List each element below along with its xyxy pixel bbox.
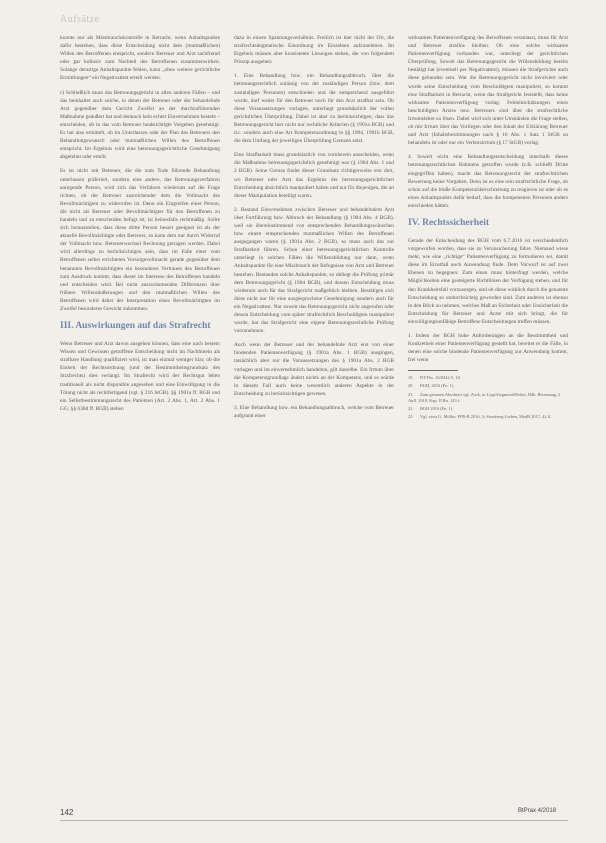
page-number: 142 xyxy=(60,808,74,817)
article-body xyxy=(60,34,568,794)
paragraph: 1. Eine Behandlung bzw. ein Behandlungsabbruch, über die betreuungsrechtlich zulässig von der zuständigen Person (bzw. dem zuständigen Personen) entschieden und die entsprechend ausgeführt wurde, darf weder für den Betreuer noch für den Arzt strafbar sein. Ob diese Voraussetzungen vorlagen, unterliegt grundsätzlich der vollen gerichtlichen Überprüfung. Dabei ist aber zu berücksichtigen, dass das Betreuungsgericht hier nicht nur rechtliche Kriterien (§ 1901a BGB) und d.c. sondern auch eine Art Kompetenzordnung in §§ 1904, 1901b BGB, die dem Umfang der jeweiligen Überprüfung Grenzen setzt. xyxy=(234,73,394,145)
footnotes xyxy=(408,375,568,421)
footnote: 20 BGH, 2016 (Fn. 1). xyxy=(408,383,455,389)
column-2 xyxy=(234,34,394,794)
paragraph: Gerade der Entscheidung des BGH vom 6.7.2016 ist verschiedentlich vorgeworfen worden, dass sie zu Verunsicherung führe. Niemand wisse mehr, wie eine „richtige“ Patientenverfügung zu formulieren sei, damit diese im Ernstfall auch Anwendung finde. Dem Vorwurf ist auf zwei Ebenen zu begegnen: Zum einen muss hinterfragt werden, welche Möglichkeiten eine gesteigerte Richtlinien der Verfügung stehen, und für den Krankheitsfall vorzusorgen, und ob diese wirklich durch die genannte Entscheidung so undurchsichtig geworden sind. Zum anderen ist ebenso in den Blick zu nehmen, welches Maß an Sicherheit oder Unsicherheit die Entscheidung für Betreuer und Ärzte mit sich bringt, die für einwilligungsunfähige Betroffene Entscheidungen treffen müssen. xyxy=(408,237,568,325)
paragraph: Es ist nicht mit Betreuer, die die zum Tode führende Behandlung unterlassen präferiert, sondern eine andere, das Betreuungsverfahren anregende Person, wird sich das Verfahren wiederum auf die Frage richten, ob der Betreuer ausreichender dem die Vollmacht des Bevollmächtigten zu widerrufen ist. Denn ein Eingreifen einer Person, die nicht als Betreuer oder Bevollmächtigter für den Betroffenen zu handeln und zu entscheiden befugt ist, ist keinesfalls rechtmäßig. Sollte sich herausstellen, dass diese dritte Person besser geeignet ist als der aktuelle Bevollmächtigte oder Betreuer, so kann dem nur durch Widerruf der Vollmacht bzw. Betreuerwechsel Rechnung getragen werden. Dabei wird allerdings zu berücksichtigen sein, dass im Falle einer vom Betroffenen selbst errichteten Vorsorgevollmacht gerade gegenüber dem benannten Bevollmächtigten ein besonderes Vertrauen des Betroffenen zum Ausdruck kommt, dass dieser im Interesse des Betroffenen handeln und entscheiden wird. Bei nicht auszuräumenden Differenzen über frühere Willensäußerungen und den mutmaßlichen Willen des Betroffenen wird daher der Interpretation eines Bevollmächtigten im Zweifel besonderes Gewicht zukommen. xyxy=(60,168,220,312)
paragraph: dazu in einem Spannungsverhältnis. Freilich ist hier nicht der Ort, die strafrechtsdogmatische Einordnung im Einzelnen aufzunehmen. Im Ergebnis müssen aber konsistente Lösungen stehen, die von folgendem Prinzip ausgehen: xyxy=(234,35,394,66)
paragraph: Eine Strafbarkeit muss grundsätzlich von vornherein ausscheiden, wenn die Maßnahme betreuungsgerichtlich genehmigt war (§ 1904 Abs. 1 und 2 BGB). Seine Grenze findet dieser Grundsatz richtigerweise erst dort, wo Betreuer oder Arzt das Ergebnis der betreuungsgerichtlichen Entscheidung absichtlich manipuliert haben und nur für diejenigen, die an dieser Manipulation beteiligt waren. xyxy=(234,152,394,199)
section-heading-strafrecht: III. Auswirkungen auf das Strafrecht xyxy=(60,321,211,332)
paragraph: wirksamen Patientenverfügung des Betroffenen veranlasst, muss für Arzt und Betreuer straflos bleiben. Ob eine solche wirksame Patientenverfügung vorhanden war, unterliegt der gerichtlichen Überprüfung. Soweit das Betreuungsgericht die Willensbildung bereits bestätigt hat (eventuell per Negativattest), müssen die Strafgerichte auch diese gebunden sein. War die Betreuungsgericht nicht involviert oder wurde seine Entscheidung vom Beschuldigten manipuliert, so kommt eine Strafbarkeit in Betracht, wenn das Strafgericht feststellt, dass keine wirksame Patientenverfügung vorlag. Fehleinschätzungen eines beschuldigten Arztes usw. Betreuers sind über die strafrechtliche Irrtumslehre zu lösen. Dabei wird sich unter Umständen die Frage stellen, ob mir Irrtum über das Vorliegen oder den Inhalt der Erklärung Betreuer und Arzt (Inhaltsbestimmungen nach § 16 Abs. 1 Satz 1 StGB zu behandeln ist oder nur ein Verbotsirrtum (§ 17 StGB) vorlag. xyxy=(408,35,568,147)
paragraph: Auch wenn der Betreuer und der behandelnde Arzt erst von einer bindenden Patientenverfügung (§ 1901a Abs. 1 BGB) ausgingen, tatsächlich aber nur die Voraussetzungen des § 1901a Abs. 2 BGB vorlagen und im einvernehmlich handelten, gilt dasselbe. Ein Irrtum über die Kompetenzgrundlage ändert nichts an der Kompetenz, und es würde in diesem Fall auch keine wesentlich anderen Aspekte in der Entscheidung zu berücksichtigen gewesen. xyxy=(234,342,394,397)
footnote: 19 BT-Drs. 16/8442 S. 18. xyxy=(408,375,461,381)
paragraph: 1. Indem der BGH hohe Anforderungen an die Bestimmtheit und Konkretheit einer Patientenverfügung gestellt hat, bereitet er die Fälle, in denen eine solche bindende Patientenverfügung zur Anwendung kommt, frei wenn xyxy=(408,333,568,364)
column-1 xyxy=(60,34,220,794)
paragraph: Wenn Betreuer und Arzt davon ausgehen können, dass eine nach bestem Wissen und Gewissen getroffene Entscheidung nicht im Nachhinein als strafbare Handlung qualifiziert wird, ist man einmal weniger klar, ob die Einheit der Rechtsordnung (und der Bestimmtheitsgrundsatz des Strafrechts) dies verlangt. Im Strafrecht wird der Rechtsgut leben traditionell als nicht disponible angesehen und eine Einwilligung in die Tötung nicht als rechtfertigend (vgl. § 216 StGB). §§ 1901a ff. BGB und ein Selbstbestimmungsrecht des Patienten (Art. 2 Abs. 1, Art. 2 Abs. 1 GG; §§ 630d ff. BGB) stehen xyxy=(60,341,220,412)
column-3 xyxy=(408,34,568,794)
footer-rule xyxy=(60,820,568,821)
paragraph: 2. Bestand Einvernehmen zwischen Betreuer und behandelndem Arzt über Fortführung bzw. Abbruch der Behandlung (§ 1904 Abs. 4 BGB), weil sie übereinstimmend von entsprechenden Behandlungswünschen bzw. einem entsprechenden mutmaßlichen Willen des Betroffenen ausgegangen waren (§ 1901a Abs. 2 BGB), so muss auch das zur Strafbarkeit führen. Schon einer betreuungsgerichtlichen Kontrolle unterliegt in solchen Fällen die Willensbildung nur dann, wenn Anhaltspunkte für eine Missbrauch der Befugnisse von Arzt und Betreuer bestehen. Bestanden solche Anhaltspunkte, so obliegt die Prüfung primär dem Betreuungsgericht (§ 1904 BGB), und dessen Entscheidung muss wiederum auch für das Strafgericht maßgeblich bleiben. Bestätigen sich diese nicht nur für eine ausgesprochene Genehmigung sondern auch für ein Negativattest. Nur soweit das Betreuungsgericht nicht angerufen oder dessen Entscheidung vom später strafrechtlich Beschuldigten manipuliert wurde, hat das Strafgericht eine eigene Betreuungsrechtliche Prüfung vorzunehmen. xyxy=(234,206,394,335)
section-rubric: Aufsätze xyxy=(60,14,100,25)
paragraph: konnte nur als Missbrauchskontrolle in Betracht, wenn Anhaltspunkte dafür bestehen, dass diese Entscheidung nicht dem (mutmaßlichen) Willen des Betroffenen entspricht, sondern Betreuer und Arzt sachfremd oder gar kollusiv zum Nachteil des Betroffenen zusammenwirken. Solange derartige Anhaltspunkte fehlen, kann „ohne weitere gerichtliche Ermittlungen“ ein Negativattest erteilt werden. xyxy=(60,35,220,82)
journal-issue: BtPrax 4/2018 xyxy=(518,808,557,814)
footnote: 22 BGH 2016 (Fn. 1). xyxy=(408,406,454,412)
footnote: 21 Zum genauen Abschnitt vgl. Zuck, in Lipp/Siegmund/Rehm, Hdb. Betreuung, 2. Aufl. 2018, Kap. II Rn. 143 f. xyxy=(408,391,562,404)
footnote-divider xyxy=(408,370,458,371)
section-heading-rechtssicherheit: IV. Rechtssicherheit xyxy=(408,217,490,228)
footnote: 23 Vgl. etwa G. Müller, FPR-B 2016, 3; Sternberg-Lieben, MedR 2017, 42 ff. xyxy=(408,414,552,420)
paragraph: 3. Eine Behandlung bzw. ein Behandlungsabbruch, welche vom Betreuer aufgrund einer xyxy=(234,404,394,420)
paragraph: 4. Soweit nicht eine Behandlungsentscheidung innerhalb dieses betreuungsrechtlichen Rahmens getroffen wurde (z.B. schließt Dritte eingegriffen haben), macht das Betreuungsrecht der strafrechtlichen Bewertung keine Vorgaben. Denn ist es eine rein strafrechtliche Frage, ob schon auf die bloße Kompetenzüberschreitung zu reagieren ist oder ob es eines Anhaltspunkts dafür bedarf, dass die kompetenten Personen anders entschieden hätten. xyxy=(408,154,568,209)
paragraph: c) Schließlich muss das Betreuungsgericht in allen anderen Fällen – und das beinhaltet auch solche, in denen der Betreuer oder der behandelnde Arzt gegenüber dem Gericht Zweifel an der durchzuführenden Maßnahme geäußert hat und dennoch kein echter Einvernehmen besteht – entscheiden, ob in das vom Betreuer beabsichtigte Vorgehen genehmigt. Es hat also ermittelt, ob im Unterlassen oder der Plan des Betreuers den Behandlungswunsch oder mutmaßlichen Willen des Betroffenen entspricht. Im Ergebnis wird eine betreuungsgerichtliche Genehmigung abgelehnt oder erteilt. xyxy=(60,89,220,161)
